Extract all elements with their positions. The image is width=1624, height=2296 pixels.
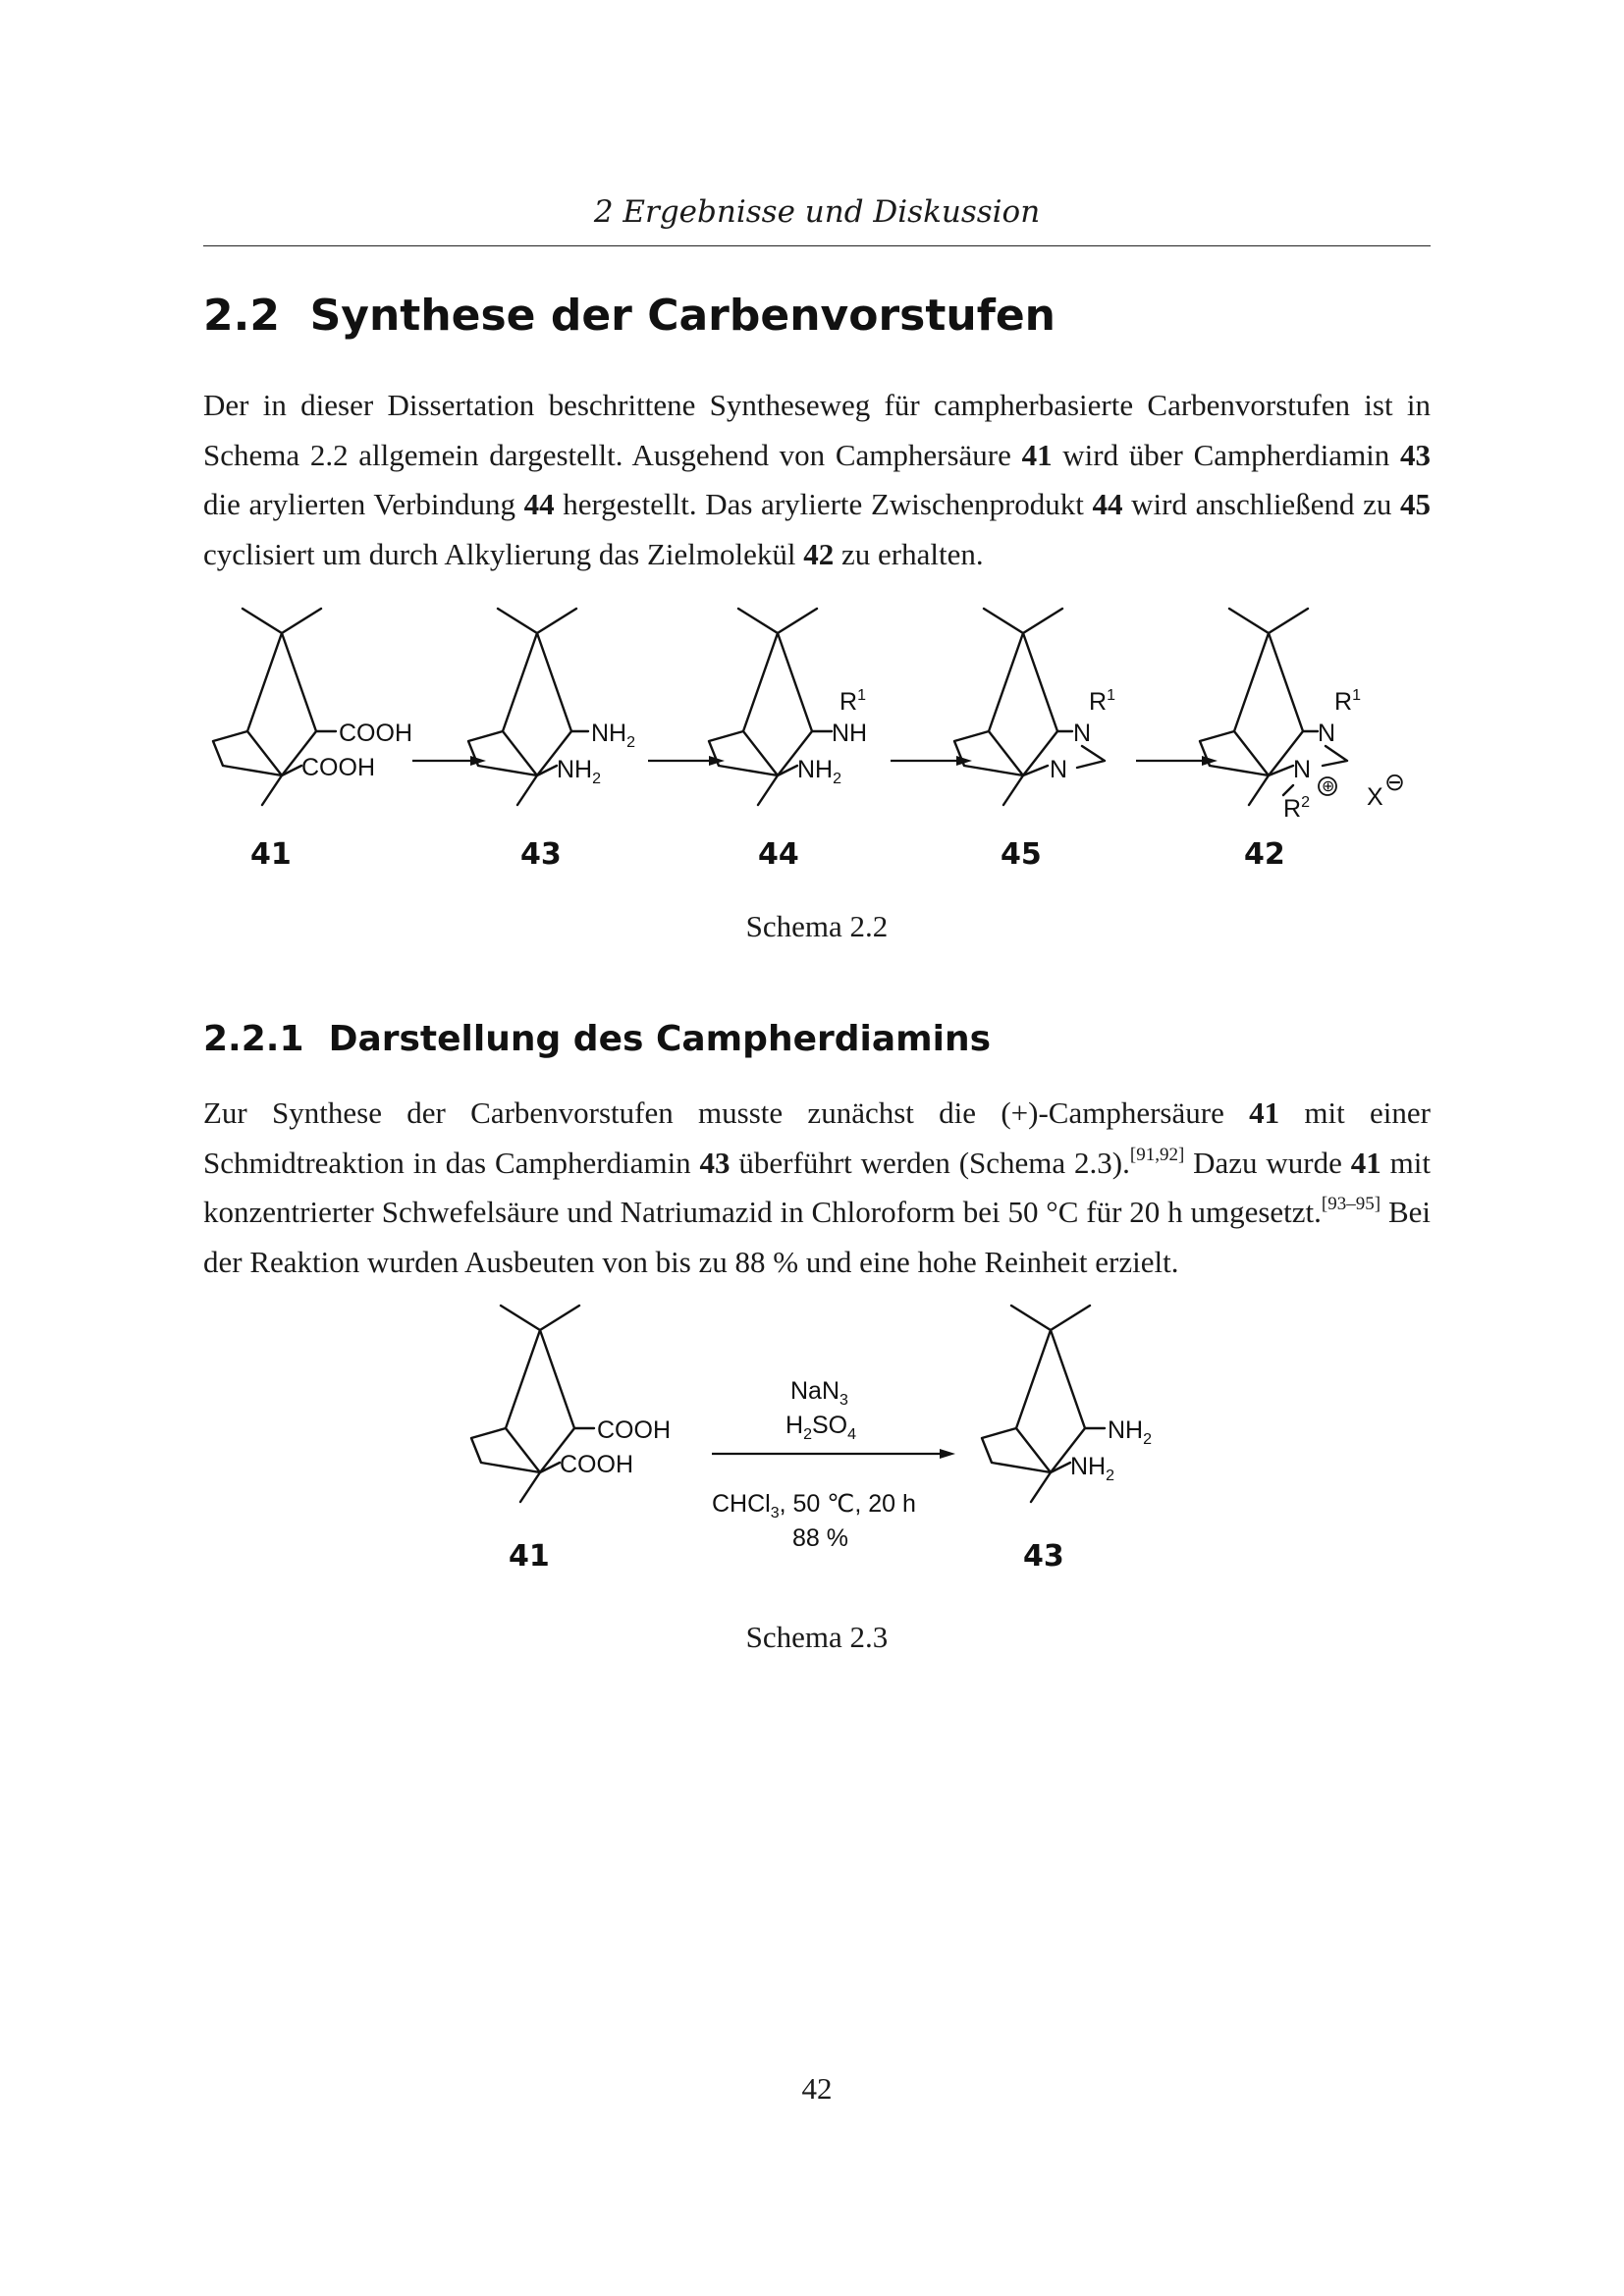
group-nitrogen: N [1073,720,1092,747]
citation-ref: [93–95] [1321,1194,1381,1214]
text-run: Der in dieser Dissertation beschrittene Syntheseweg für campherbasierte Carbenvorstufen ist in Schema 2.2 allgemein dargestellt. Ausgehend von Camphersäure [203,388,1431,472]
compound-43 [982,1306,1152,1574]
compound-label: 42 [1244,837,1285,872]
negative-charge-icon: ⊖ [1384,769,1405,796]
group-cooh: COOH [339,720,412,747]
group-nitrogen: N [1293,756,1312,783]
scheme-2-2-caption: Schema 2.2 [745,909,889,943]
scheme-2-3 [461,1355,1227,1590]
compound-ref: 41 [1249,1095,1280,1130]
group-amine: $NH_2$ [1108,1416,1153,1448]
subsection-title: Darstellung des Campherdiamins [328,1019,992,1059]
synthesis-paragraph [203,1089,1431,1287]
reaction-arrow [712,1449,955,1459]
compound-label: 41 [509,1539,550,1574]
compound-label: 41 [250,837,292,872]
running-head: 2 Ergebnisse und Diskussion [593,194,1041,230]
group-nitrogen: N [1318,720,1336,747]
compound-label: 44 [758,837,799,872]
section-number: 2.2 [203,291,280,341]
scheme-2-2 [203,648,1431,883]
compound-ref: 42 [803,536,835,571]
intro-paragraph [203,381,1431,579]
subsection-heading [203,1017,991,1062]
group-cooh: COOH [301,754,375,781]
text-run: überführt werden (Schema 2.3). [730,1145,1130,1180]
text-run: cyclisiert um durch Alkylierung das Zielmolekül [203,536,804,571]
text-run: Bei der Reaktion wurden Ausbeuten von bis zu 88 % und eine hohe Reinheit erzielt. [203,1195,1431,1279]
text-run: hergestellt. Das arylierte Zwischenprodukt [554,487,1093,521]
citation-ref: [91,92] [1129,1144,1185,1165]
group-r1: $R^1$ [839,687,866,716]
compound-43 [468,609,635,872]
compound-41 [471,1306,671,1574]
group-nitrogen: N [1050,756,1068,783]
compound-42 [1200,609,1405,872]
group-amine: $NH_2$ [797,756,842,787]
group-r1: $R^1$ [1334,687,1361,716]
compound-ref: 43 [1400,437,1431,472]
compound-ref: 41 [1021,437,1053,472]
text-run: wird anschließend zu [1122,487,1400,521]
compound-ref: 44 [1092,487,1123,521]
section-title: Synthese der Carbenvorstufen [309,291,1056,341]
group-amine: NH [832,720,868,747]
conditions [712,1490,916,1552]
compound-label: 45 [1001,837,1042,872]
compound-ref: 44 [523,487,555,521]
compound-44 [709,609,867,872]
compound-41 [213,609,412,872]
text-run: Zur Synthese der Carbenvorstufen musste zunächst die (+)-Camphersäure [203,1095,1250,1130]
group-cooh: COOH [560,1451,633,1478]
compound-ref: 41 [1350,1145,1381,1180]
reaction-yield: 88 % [792,1524,848,1552]
group-cooh: COOH [597,1416,671,1444]
group-amine: $NH_2$ [1070,1453,1115,1484]
reagent-sodium-azide: NaN$_3$ [790,1377,848,1409]
page-number: 42 [801,2071,833,2106]
subsection-number: 2.2.1 [203,1019,304,1059]
compound-ref: 45 [1399,487,1431,521]
text-run: die arylierten Verbindung [203,487,524,521]
group-amine: $NH_2$ [557,756,602,787]
text-run: mit einer Schmidtreaktion in das Campherdiamin [203,1095,1431,1180]
charge-sign: ⊕ [1322,778,1335,795]
group-amine: $NH_2$ [591,720,636,751]
text-run: Dazu wurde [1184,1145,1351,1180]
compound-ref: 43 [699,1145,731,1180]
reaction-conditions: CHCl$_3$, 50 ℃, 20 h [712,1490,916,1522]
reaction-arrow [648,756,725,766]
text-run: mit konzentrierter Schwefelsäure und Natriumazid in Chloroform bei 50 °C für 20 h umgesetzt. [203,1145,1431,1229]
compound-label: 43 [520,837,562,872]
scheme-2-3-caption: Schema 2.3 [745,1620,889,1654]
section-heading [203,289,1056,344]
reagents [785,1377,856,1443]
compound-45 [954,609,1115,872]
text-run: wird über Campherdiamin [1052,437,1400,472]
text-run: zu erhalten. [834,536,984,571]
group-r1: $R^1$ [1089,687,1115,716]
group-r2: $R^2$ [1283,794,1310,823]
header-rule [203,245,1431,246]
counter-anion: X [1367,783,1383,811]
compound-label: 43 [1023,1539,1064,1574]
reagent-sulfuric-acid: $H_2SO_4$ [785,1412,856,1443]
